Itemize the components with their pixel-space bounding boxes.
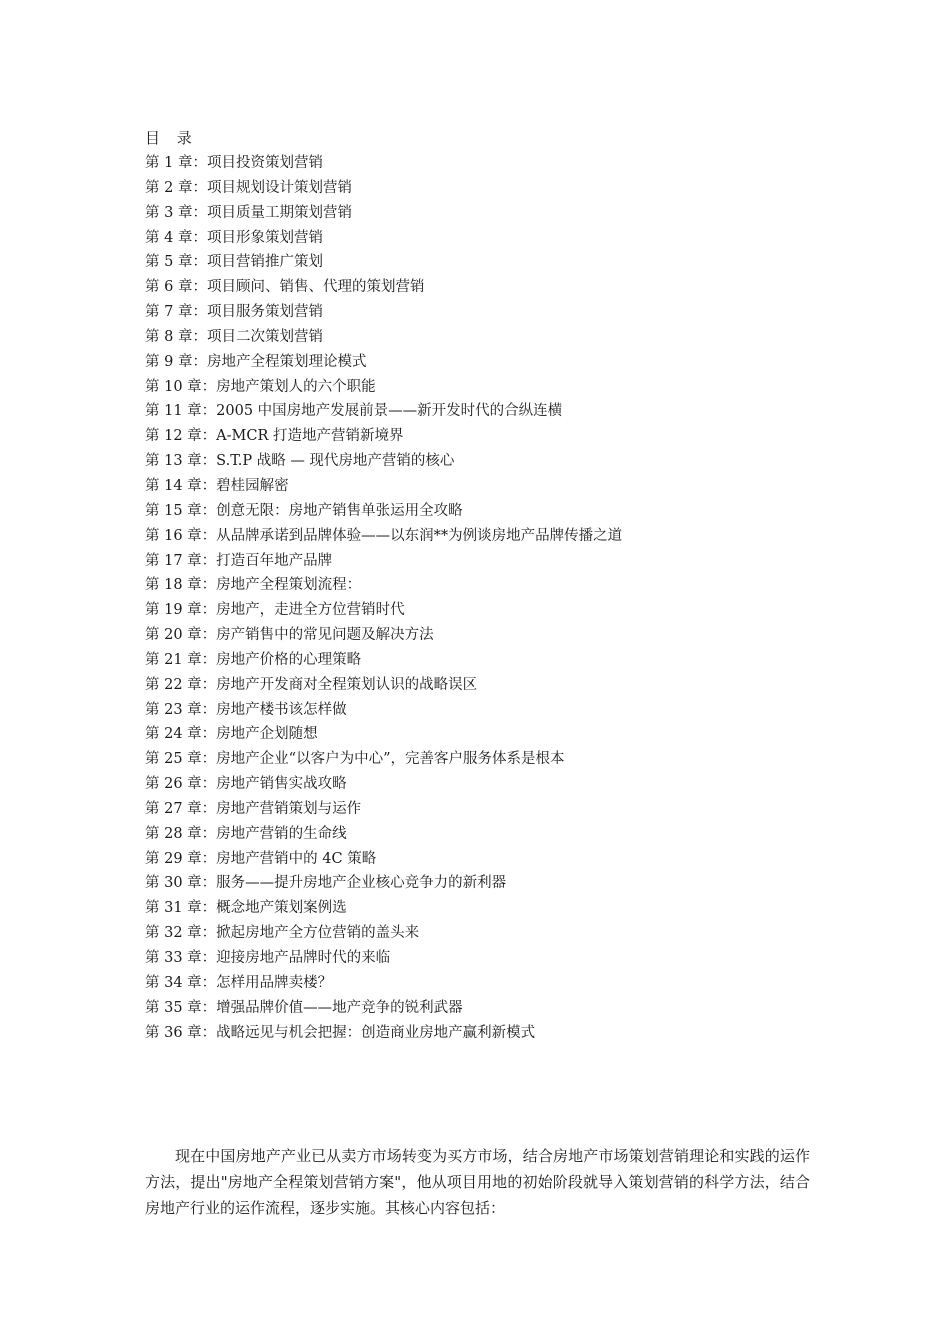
toc-item: 第 27 章：房地产营销策划与运作 (145, 800, 362, 817)
toc-item: 第 4 章：项目形象策划营销 (145, 229, 323, 246)
toc-item: 第 17 章：打造百年地产品牌 (145, 552, 333, 569)
toc-item: 第 13 章：S.T.P 战略 — 现代房地产营销的核心 (145, 453, 455, 470)
toc-item: 第 28 章：房地产营销的生命线 (145, 825, 347, 842)
toc-item: 第 9 章：房地产全程策划理论模式 (145, 353, 367, 370)
toc-item: 第 11 章：2005 中国房地产发展前景——新开发时代的合纵连横 (145, 403, 563, 420)
toc-item: 第 18 章：房地产全程策划流程： (145, 577, 362, 594)
toc-list (145, 151, 622, 1045)
toc-item: 第 12 章：A-MCR 打造地产营销新境界 (145, 428, 404, 445)
toc-item: 第 6 章：项目顾问、销售、代理的策划营销 (145, 279, 425, 296)
toc-item: 第 15 章：创意无限：房地产销售单张运用全攻略 (145, 502, 463, 519)
toc-title: 目 录 (145, 129, 198, 147)
toc-item: 第 7 章：项目服务策划营销 (145, 304, 323, 321)
toc-item: 第 23 章：房地产楼书该怎样做 (145, 701, 347, 718)
toc-item: 第 1 章：项目投资策划营销 (145, 155, 323, 171)
toc-item: 第 26 章：房地产销售实战攻略 (145, 776, 347, 793)
toc-item: 第 36 章：战略远见与机会把握：创造商业房地产赢利新模式 (145, 1024, 536, 1041)
toc-item: 第 30 章：服务——提升房地产企业核心竞争力的新利器 (145, 875, 507, 892)
toc-item: 第 16 章：从品牌承诺到品牌体验——以东润**为例谈房地产品牌传播之道 (145, 527, 623, 544)
intro-paragraph: 现在中国房地产产业已从卖方市场转变为买方市场，结合房地产市场策划营销理论和实践的运作方法，提出"房地产全程策划营销方案"，他从项目用地的初始阶段就导入策划营销的科学方法，结合房地产行业的运作流程，逐步实施。其核心内容包括： (145, 1147, 810, 1217)
toc-item: 第 20 章：房产销售中的常见问题及解决方法 (145, 627, 434, 644)
toc-item: 第 31 章：概念地产策划案例选 (145, 900, 347, 917)
toc-item: 第 22 章：房地产开发商对全程策划认识的战略误区 (145, 676, 478, 693)
toc-item: 第 32 章：掀起房地产全方位营销的盖头来 (145, 925, 420, 942)
toc-item: 第 34 章：怎样用品牌卖楼？ (145, 974, 333, 991)
toc-item: 第 10 章：房地产策划人的六个职能 (145, 378, 376, 395)
toc-item: 第 19 章：房地产，走进全方位营销时代 (145, 602, 405, 619)
toc-item: 第 3 章：项目质量工期策划营销 (145, 204, 352, 221)
toc-item: 第 8 章：项目二次策划营销 (145, 328, 323, 345)
toc-item: 第 21 章：房地产价格的心理策略 (145, 651, 362, 668)
toc-item: 第 5 章：项目营销推广策划 (145, 254, 323, 271)
toc-item: 第 14 章：碧桂园解密 (145, 477, 289, 494)
toc-item: 第 24 章：房地产企划随想 (145, 726, 318, 743)
toc-item: 第 33 章：迎接房地产品牌时代的来临 (145, 950, 391, 966)
toc-item: 第 25 章：房地产企业“以客户为中心”，完善客户服务体系是根本 (145, 751, 565, 768)
toc-item: 第 2 章：项目规划设计策划营销 (145, 179, 352, 196)
toc-item: 第 35 章：增强品牌价值——地产竞争的锐利武器 (145, 999, 463, 1016)
toc-item: 第 29 章：房地产营销中的 4C 策略 (145, 850, 377, 867)
